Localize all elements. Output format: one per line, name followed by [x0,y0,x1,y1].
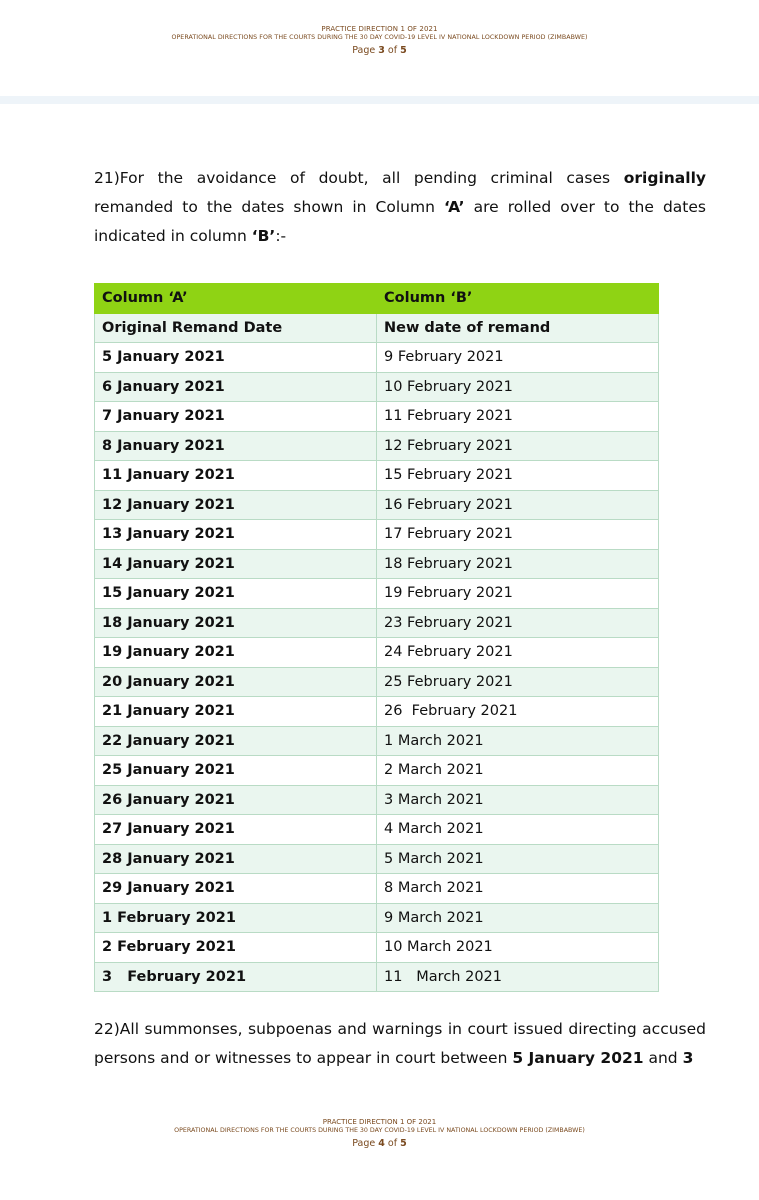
paragraph-text: and [643,1049,683,1067]
original-remand-date-cell: 13 January 2021 [95,520,377,550]
new-remand-date-cell: 9 February 2021 [377,343,659,373]
page-num: 4 [378,1138,385,1149]
column-b-header: Column ‘B’ [377,284,659,314]
original-remand-date-cell: 5 January 2021 [95,343,377,373]
paragraph-bold: 3 [682,1049,694,1067]
paragraph-text: All summonses, subpoenas and warnings in court issued directing accused persons and or witnesses to appear in court between [94,1020,706,1067]
of-word: of [387,45,398,56]
new-remand-date-cell: 2 March 2021 [377,756,659,786]
header-subtitle: OPERATIONAL DIRECTIONS FOR THE COURTS DURING THE 30 DAY COVID-19 LEVEL IV NATIONAL LOCKDOWN PERIOD (ZIMBABWE) [171,34,588,41]
footer-title: PRACTICE DIRECTION 1 OF 2021 [322,1118,437,1126]
original-remand-date-cell: 29 January 2021 [95,874,377,904]
page-total: 5 [400,1138,407,1149]
paragraph-text: remanded to the dates shown in Column [94,198,444,216]
new-remand-date-cell: 10 March 2021 [377,933,659,963]
footer-subtitle: OPERATIONAL DIRECTIONS FOR THE COURTS DURING THE 30 DAY COVID-19 LEVEL IV NATIONAL LOCKDOWN PERIOD (ZIMBABWE) [174,1127,585,1134]
table-header-row [95,284,659,314]
new-remand-date-cell: 5 March 2021 [377,844,659,874]
footer-page-number [0,1138,759,1149]
new-remand-date-cell: 4 March 2021 [377,815,659,845]
paragraph-bold: originally [623,169,706,187]
new-remand-date-cell: 17 February 2021 [377,520,659,550]
new-remand-date-cell: 1 March 2021 [377,726,659,756]
table-subheader-row [95,313,659,343]
new-remand-date-cell: 16 February 2021 [377,490,659,520]
original-remand-date-cell: 8 January 2021 [95,431,377,461]
table-row [95,608,659,638]
remand-dates-table [94,283,659,992]
new-remand-date-cell: 15 February 2021 [377,461,659,491]
column-a-header: Column ‘A’ [95,284,377,314]
new-remand-date-cell: 11 March 2021 [377,962,659,992]
new-remand-date-cell: 19 February 2021 [377,579,659,609]
table-row [95,579,659,609]
paragraph-bold: ‘B’ [251,227,276,245]
table-row [95,815,659,845]
table-row [95,785,659,815]
header-divider [0,96,759,104]
original-remand-date-cell: 15 January 2021 [95,579,377,609]
paragraph-bold: 5 January 2021 [512,1049,644,1067]
page-word: Page [352,1138,376,1149]
new-remand-date-cell: 24 February 2021 [377,638,659,668]
original-remand-date-cell: 2 February 2021 [95,933,377,963]
original-remand-date-cell: 14 January 2021 [95,549,377,579]
table-row [95,431,659,461]
paragraph-text: :- [275,227,287,245]
original-remand-date-cell: 21 January 2021 [95,697,377,727]
page-footer [0,1118,759,1149]
new-remand-date-cell: 26 February 2021 [377,697,659,727]
new-remand-date-header: New date of remand [377,313,659,343]
original-remand-date-cell: 7 January 2021 [95,402,377,432]
of-word: of [387,1138,398,1149]
new-remand-date-cell: 25 February 2021 [377,667,659,697]
table-row [95,549,659,579]
paragraph-22 [94,1015,706,1073]
table-row [95,697,659,727]
table-row [95,520,659,550]
original-remand-date-cell: 20 January 2021 [95,667,377,697]
new-remand-date-cell: 11 February 2021 [377,402,659,432]
original-remand-date-cell: 3 February 2021 [95,962,377,992]
original-remand-date-cell: 12 January 2021 [95,490,377,520]
original-remand-date-cell: 18 January 2021 [95,608,377,638]
original-remand-date-cell: 22 January 2021 [95,726,377,756]
original-remand-date-cell: 1 February 2021 [95,903,377,933]
table-row [95,962,659,992]
original-remand-date-cell: 26 January 2021 [95,785,377,815]
table-row [95,756,659,786]
original-remand-date-cell: 11 January 2021 [95,461,377,491]
header-page-number [0,45,759,56]
table-row [95,667,659,697]
table-row [95,343,659,373]
new-remand-date-cell: 3 March 2021 [377,785,659,815]
original-remand-date-header: Original Remand Date [95,313,377,343]
original-remand-date-cell: 27 January 2021 [95,815,377,845]
paragraph-number: 22) [94,1020,120,1038]
table-row [95,402,659,432]
page-num: 3 [378,45,385,56]
page-total: 5 [400,45,407,56]
original-remand-date-cell: 25 January 2021 [95,756,377,786]
table-row [95,933,659,963]
paragraph-text: are rolled over to the dates indicated in column [94,198,706,245]
table-row [95,726,659,756]
original-remand-date-cell: 28 January 2021 [95,844,377,874]
page-header [0,0,759,96]
table-row [95,874,659,904]
new-remand-date-cell: 23 February 2021 [377,608,659,638]
header-title: PRACTICE DIRECTION 1 OF 2021 [321,25,438,33]
table-row [95,903,659,933]
new-remand-date-cell: 9 March 2021 [377,903,659,933]
new-remand-date-cell: 10 February 2021 [377,372,659,402]
table-row [95,372,659,402]
paragraph-21 [94,164,706,251]
new-remand-date-cell: 12 February 2021 [377,431,659,461]
new-remand-date-cell: 18 February 2021 [377,549,659,579]
original-remand-date-cell: 19 January 2021 [95,638,377,668]
table-row [95,638,659,668]
page-word: Page [352,45,376,56]
new-remand-date-cell: 8 March 2021 [377,874,659,904]
paragraph-number: 21) [94,169,120,187]
table-row [95,490,659,520]
paragraph-text: For the avoidance of doubt, all pending criminal cases [119,169,624,187]
original-remand-date-cell: 6 January 2021 [95,372,377,402]
paragraph-bold: ‘A’ [443,198,465,216]
table-row [95,461,659,491]
table-row [95,844,659,874]
